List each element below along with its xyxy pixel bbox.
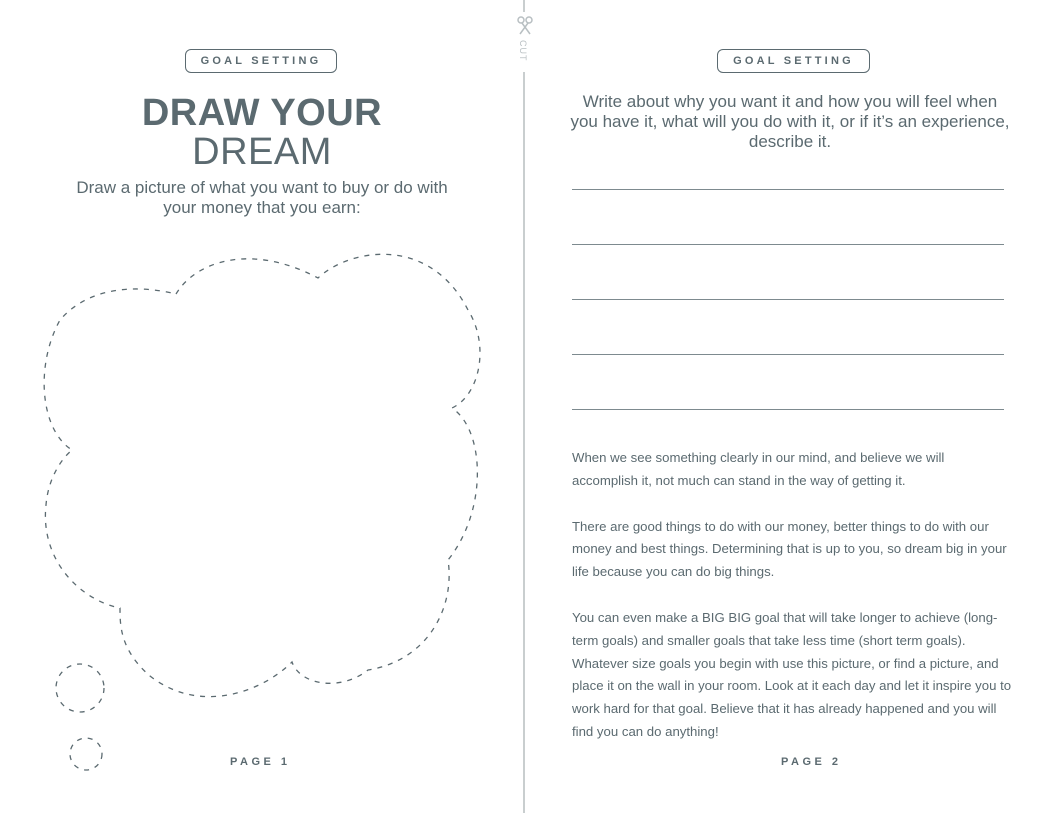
- writing-line[interactable]: [572, 189, 1004, 190]
- writing-line[interactable]: [572, 299, 1004, 300]
- goal-setting-badge: GOAL SETTING: [717, 49, 870, 73]
- thought-cloud-drawing-area[interactable]: [0, 230, 524, 790]
- page-number: PAGE 2: [781, 756, 842, 768]
- draw-instruction: Draw a picture of what you want to buy or do with your money that you earn:: [76, 178, 448, 217]
- paragraph: When we see something clearly in our mind, and believe we will accomplish it, not much can stand in the way of getting it.: [572, 450, 945, 488]
- thought-bubble-large: [56, 664, 104, 712]
- page-2: [526, 0, 1051, 813]
- page-1: [0, 0, 524, 813]
- page-title-line-1: DRAW YOUR: [141, 92, 383, 134]
- page-title-line-2: DREAM: [192, 131, 332, 173]
- paragraph: You can even make a BIG BIG goal that will take longer to achieve (long-term goals) and smaller goals that take less time (short term goals). Whatever size goals you begin with use this picture, or find a picture, and place it on the wall in your room. Look at it each day and let it inspire you to work hard for that goal. Believe that it has already happened and you will find you can do anything!: [572, 609, 1012, 739]
- thought-bubble-small: [70, 738, 102, 770]
- body-text: [572, 447, 1012, 767]
- writing-line[interactable]: [572, 409, 1004, 410]
- writing-line[interactable]: [572, 244, 1004, 245]
- thought-cloud-outline: [44, 254, 480, 696]
- write-instruction: Write about why you want it and how you will feel when you have it, what will you do with it, or if it’s an experience, describe it.: [570, 92, 1010, 151]
- goal-setting-badge: GOAL SETTING: [185, 49, 337, 73]
- page-number: PAGE 1: [230, 756, 291, 768]
- writing-line[interactable]: [572, 354, 1004, 355]
- cut-label: CUT: [518, 40, 528, 62]
- cut-divider-line: [523, 0, 525, 813]
- paragraph: There are good things to do with our money, better things to do with our money and best things. Determining that is up to you, so dream big in your life because you can do big things.: [572, 518, 1007, 580]
